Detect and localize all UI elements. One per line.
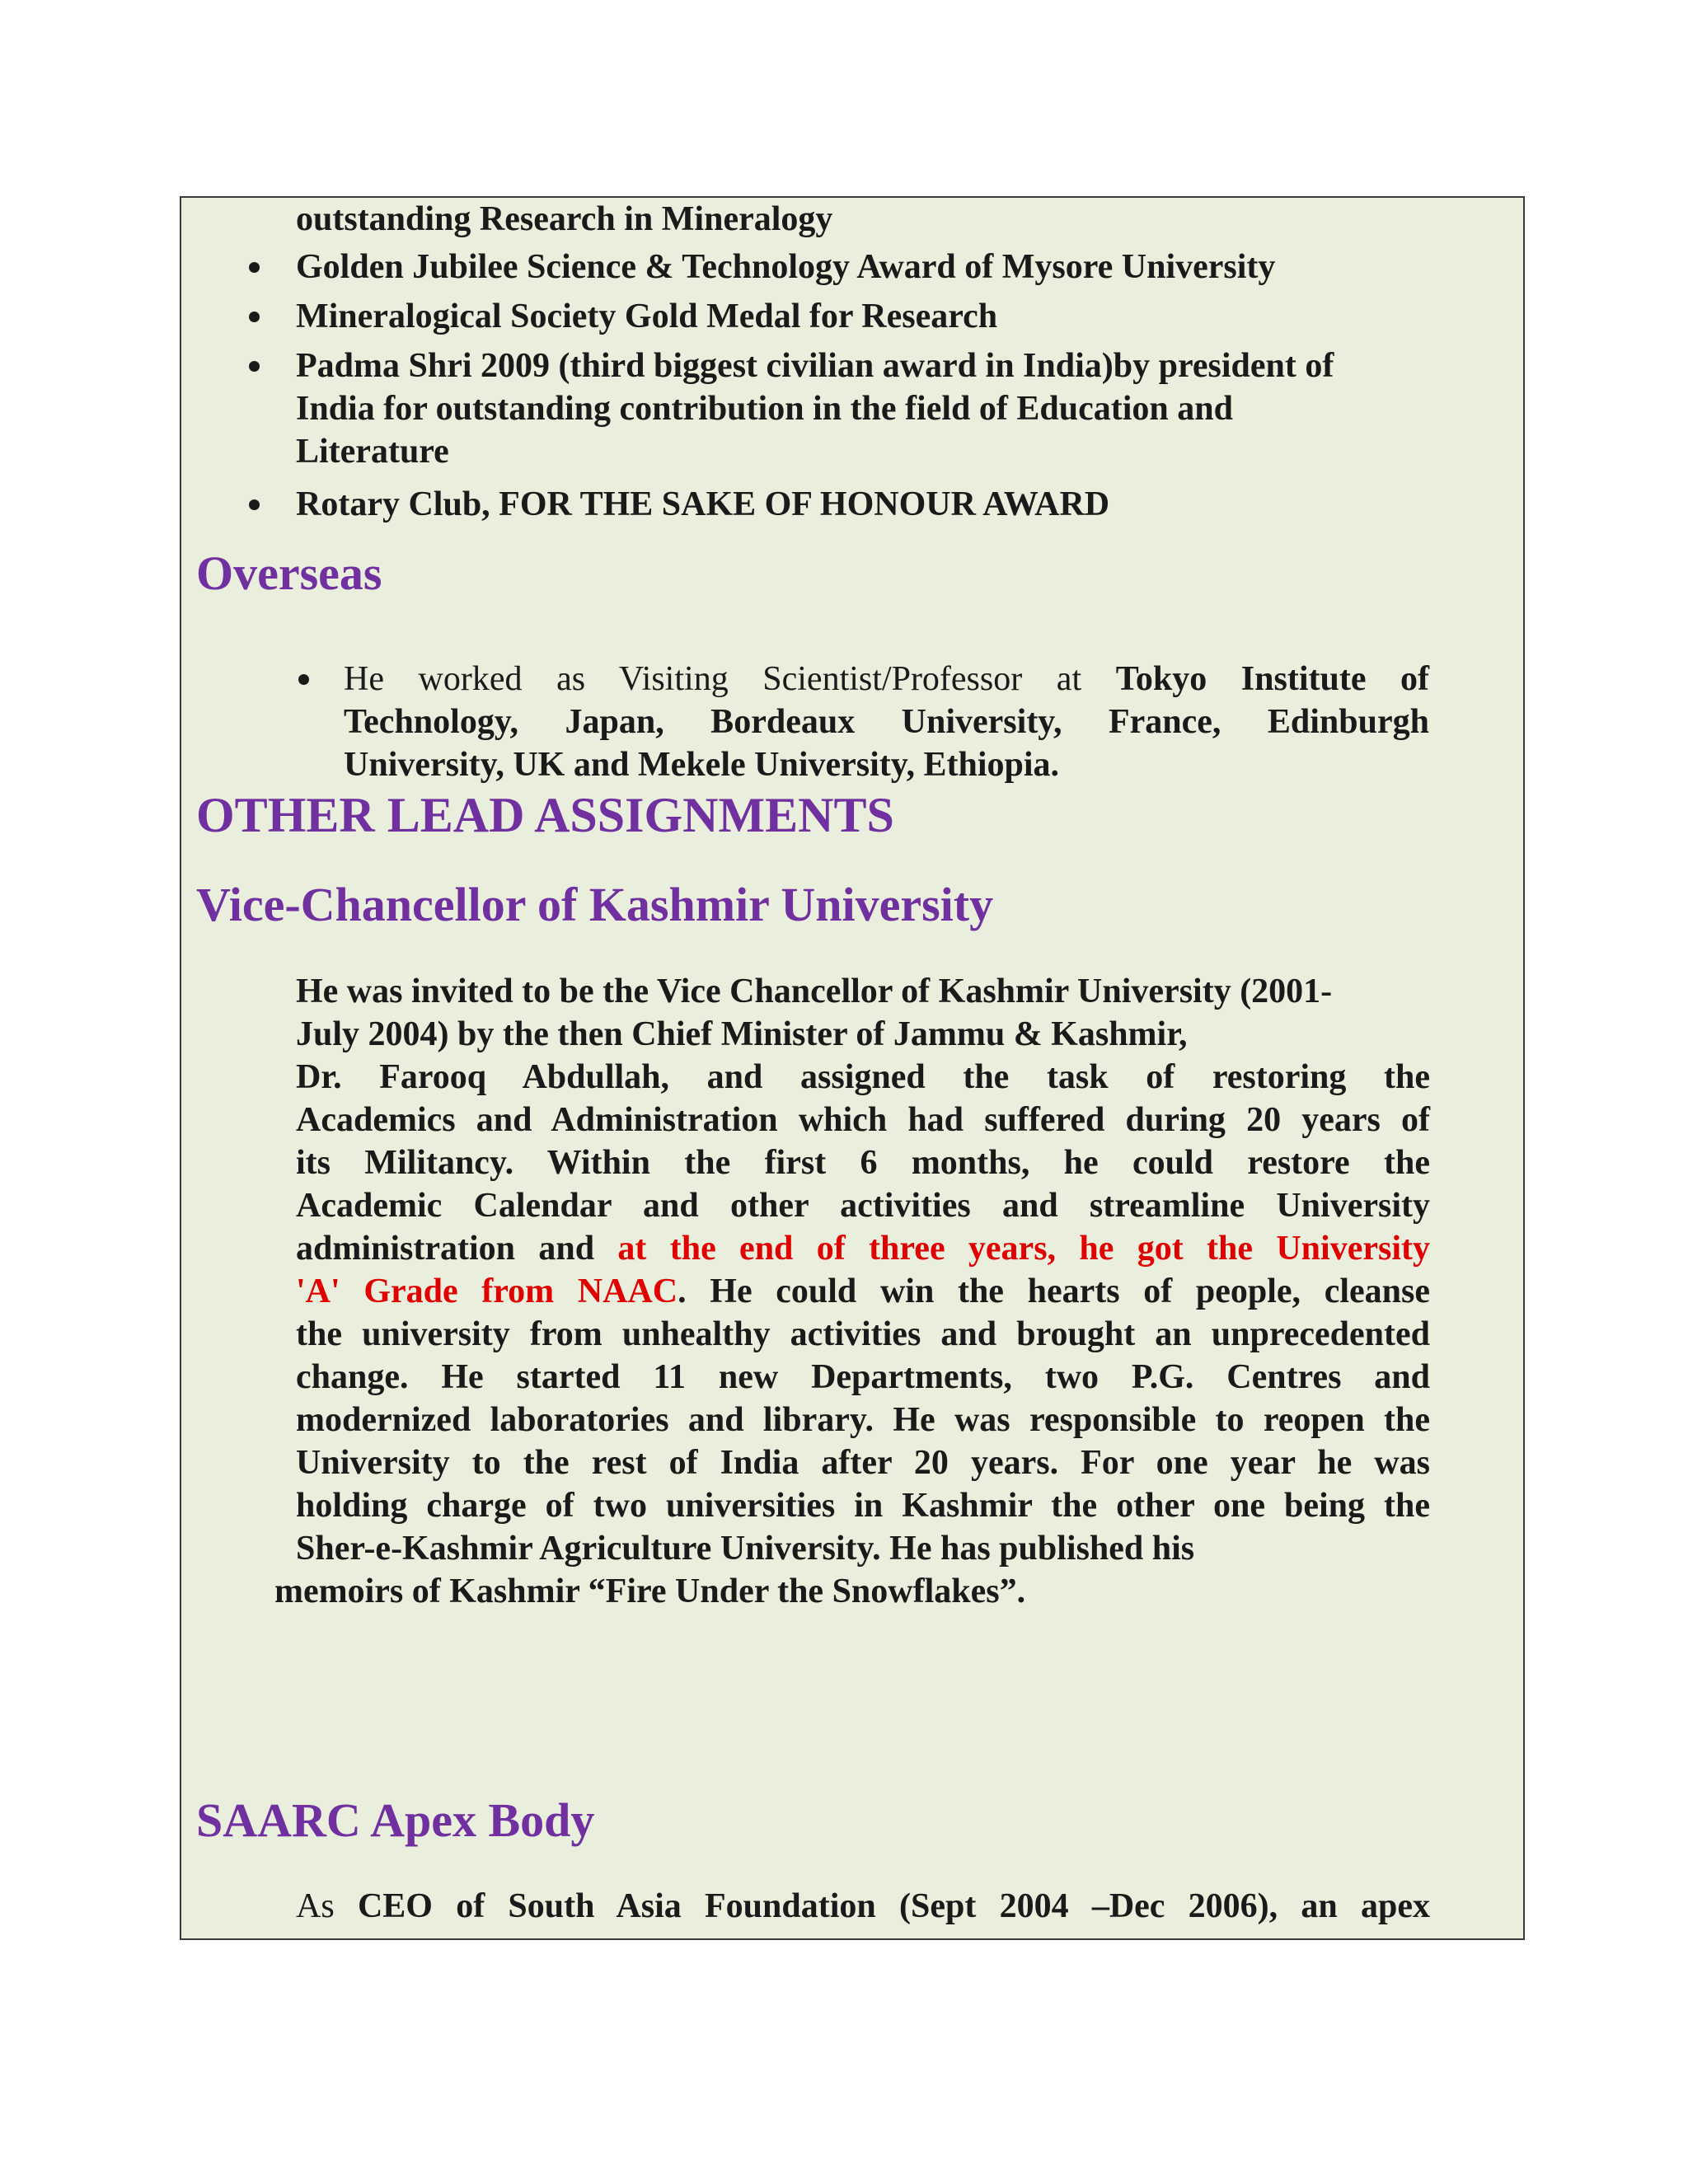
award-item: Mineralogical Society Gold Medal for Research [296,298,998,335]
award-continuation: outstanding Research in Mineralogy [296,200,833,238]
vc-line-highlight [296,1270,1430,1313]
award-item-line: India for outstanding contribution in the field of Education and [296,390,1233,428]
other-lead-heading: OTHER LEAD ASSIGNMENTS [196,788,894,842]
overseas-line-2: Technology, Japan, Bordeaux University, France, Edinburgh [344,703,1429,741]
vc-line: University to the rest of India after 20 years. For one year he was [296,1444,1430,1482]
bullet-icon [249,499,260,510]
award-item: Rotary Club, FOR THE SAKE OF HONOUR AWARD [296,485,1110,523]
overseas-line-1 [344,658,1429,701]
vc-line: its Militancy. Within the first 6 months, he could restore the [296,1144,1430,1182]
bullet-icon [249,262,260,273]
vc-heading: Vice-Chancellor of Kashmir University [196,878,994,931]
overseas-heading: Overseas [196,546,382,600]
award-item: Golden Jubilee Science & Technology Award of Mysore University [296,248,1276,286]
vc-line: Academic Calendar and other activities and streamline University [296,1187,1430,1225]
vc-line: the university from unhealthy activities and brought an unprecedented [296,1315,1430,1353]
vc-red-text: at the end of three years, he got the University [617,1230,1430,1268]
saarc-rest: of South Asia Foundation (Sept 2004 –Dec 2006), an apex [456,1887,1431,1925]
vc-line: modernized laboratories and library. He was responsible to reopen the [296,1401,1430,1439]
vc-line: change. He started 11 new Departments, two P.G. Centres and [296,1358,1430,1396]
saarc-as: As [296,1887,335,1925]
award-item: Padma Shri 2009 (third biggest civilian award in India)by president of [296,347,1334,385]
saarc-heading: SAARC Apex Body [196,1793,595,1847]
vc-plain: administration and [296,1230,595,1268]
overseas-bold: Tokyo Institute of [1115,660,1430,698]
overseas-plain: He worked as Visiting Scientist/Professor at [344,660,1082,698]
vc-line: Sher-e-Kashmir Agriculture University. He has published his [296,1530,1195,1568]
saarc-ceo: CEO [357,1887,433,1925]
overseas-line-3: University, UK and Mekele University, Ethiopia. [344,746,1060,784]
vc-red-text: 'A' Grade from NAAC [296,1272,678,1310]
vc-line-highlight [296,1227,1430,1270]
award-item-line: Literature [296,433,449,471]
bullet-icon [249,312,260,322]
content-frame [180,196,1525,1940]
saarc-line [296,1885,1430,1928]
vc-last-line: memoirs of Kashmir “Fire Under the Snowflakes”. [274,1572,1026,1610]
bullet-icon [249,361,260,372]
vc-line: Dr. Farooq Abdullah, and assigned the task of restoring the [296,1058,1430,1096]
bullet-icon [298,674,309,685]
vc-plain: . He could win the hearts of people, cleanse [678,1272,1430,1310]
vc-line: July 2004) by the then Chief Minister of Jammu & Kashmir, [296,1015,1188,1053]
vc-line: holding charge of two universities in Kashmir the other one being the [296,1487,1430,1525]
vc-line: Academics and Administration which had suffered during 20 years of [296,1101,1430,1139]
vc-line: He was invited to be the Vice Chancellor of Kashmir University (2001- [296,972,1333,1010]
